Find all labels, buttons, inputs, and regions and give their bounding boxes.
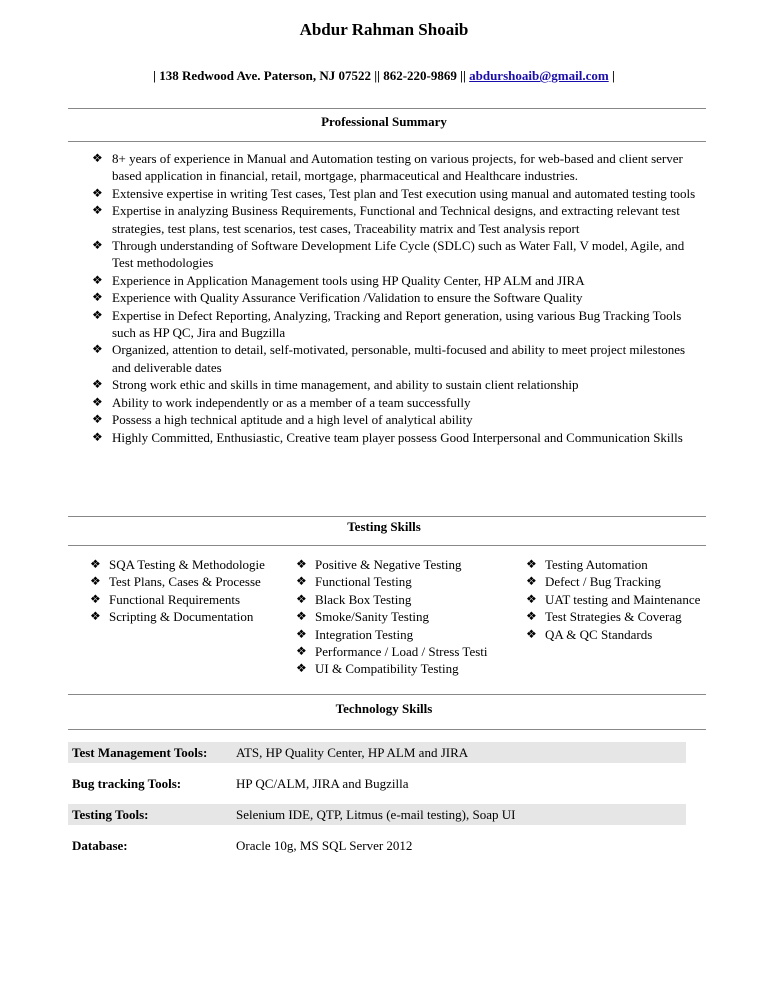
list-item-text: Smoke/Sanity Testing <box>315 609 430 625</box>
list-item-text: Strong work ethic and skills in time management, and ability to sustain client relationship <box>112 377 579 393</box>
list-item <box>82 150 702 185</box>
skills-column-1 <box>82 556 292 626</box>
divider <box>68 545 706 546</box>
diamond-bullet-icon: ❖ <box>296 574 307 589</box>
list-item-text: QA & QC Standards <box>545 626 653 642</box>
list-item-text: Positive & Negative Testing <box>315 557 462 572</box>
list-item-text: Defect / Bug Tracking <box>545 574 661 590</box>
list-item <box>82 307 702 342</box>
row-spacer-cell <box>68 794 686 804</box>
divider <box>68 141 706 142</box>
tech-label: Test Management Tools: <box>68 742 232 763</box>
list-item-text: Possess a high technical aptitude and a high level of analytical ability <box>112 412 473 428</box>
list-item <box>82 289 702 306</box>
diamond-bullet-icon: ❖ <box>92 429 103 444</box>
diamond-bullet-icon: ❖ <box>526 557 537 571</box>
table-row <box>68 804 686 825</box>
skills-column-3 <box>518 556 704 643</box>
list-item-text: Scripting & Documentation <box>109 609 254 625</box>
diamond-bullet-icon: ❖ <box>296 644 307 659</box>
section-title-testing-skills: Testing Skills <box>347 519 421 534</box>
list-item <box>82 376 702 393</box>
list-item <box>82 556 292 573</box>
tech-label: Testing Tools: <box>68 804 232 825</box>
list-item <box>518 556 704 573</box>
tech-value: HP QC/ALM, JIRA and Bugzilla <box>236 776 409 791</box>
list-item-text: Experience with Quality Assurance Verification /Validation to ensure the Software Quality <box>112 290 583 306</box>
diamond-bullet-icon: ❖ <box>92 377 103 392</box>
diamond-bullet-icon: ❖ <box>526 626 537 641</box>
list-item-text: Expertise in analyzing Business Requirements, Functional and Technical designs, and extracting relevant test strategies, test plans, test scenarios, test cases, Traceability matrix and Test analysis report <box>112 203 680 236</box>
list-item-text: Ability to work independently or as a member of a team successfully <box>112 394 471 410</box>
list-item-text: Testing Automation <box>545 557 648 572</box>
summary-list-container <box>82 150 702 446</box>
diamond-bullet-icon: ❖ <box>92 307 103 322</box>
list-item-text: Test Strategies & Coverag <box>545 609 682 625</box>
diamond-bullet-icon: ❖ <box>526 591 537 606</box>
diamond-bullet-icon: ❖ <box>296 591 307 606</box>
list-item <box>518 608 704 625</box>
row-spacer <box>68 763 686 773</box>
list-item-text: Test Plans, Cases & Processe <box>109 574 261 590</box>
divider <box>68 729 706 730</box>
diamond-bullet-icon: ❖ <box>92 238 103 253</box>
list-item <box>288 556 518 573</box>
list-item-text: Extensive expertise in writing Test cases, Test plan and Test execution using manual and automated testing tools <box>112 185 696 201</box>
list-item <box>82 237 702 272</box>
list-item <box>518 591 704 608</box>
list-item-text: Integration Testing <box>315 626 414 642</box>
list-item <box>82 591 292 608</box>
list-item-text: UI & Compatibility Testing <box>315 661 459 677</box>
diamond-bullet-icon: ❖ <box>526 574 537 589</box>
row-spacer <box>68 794 686 804</box>
tech-label: Database: <box>72 838 128 853</box>
list-item-text: Functional Requirements <box>109 591 241 607</box>
list-item-text: 8+ years of experience in Manual and Automation testing on various projects, for web-based and client server based application in financial, retail, mortgage, pharmaceutical and Healthcare industries. <box>112 151 683 184</box>
list-item-text: UAT testing and Maintenance <box>545 591 701 607</box>
list-item <box>288 626 518 643</box>
tech-value: Oracle 10g, MS SQL Server 2012 <box>236 838 413 853</box>
list-item <box>82 341 702 376</box>
diamond-bullet-icon: ❖ <box>296 609 307 624</box>
diamond-bullet-icon: ❖ <box>92 342 103 357</box>
list-item-text: Expertise in Defect Reporting, Analyzing, Tracking and Report generation, using various Bug Tracking Tools such as HP QC, Jira and Bugzilla <box>112 307 682 341</box>
diamond-bullet-icon: ❖ <box>92 185 103 200</box>
candidate-name: Abdur Rahman Shoaib <box>299 20 469 39</box>
list-item <box>82 429 702 446</box>
email-link[interactable]: abdurshoaib@gmail.com <box>469 68 609 83</box>
table-row <box>68 773 686 794</box>
list-item <box>288 608 518 625</box>
section-title-technology-skills: Technology Skills <box>335 701 433 716</box>
diamond-bullet-icon: ❖ <box>92 272 103 287</box>
list-item-text: Black Box Testing <box>315 591 412 607</box>
list-item <box>288 660 518 677</box>
diamond-bullet-icon: ❖ <box>296 626 307 641</box>
list-item-text: Experience in Application Management tools using HP Quality Center, HP ALM and JIRA <box>112 272 585 288</box>
list-item-text: Highly Committed, Enthusiastic, Creative team player possess Good Interpersonal and Communication Skills <box>112 429 683 445</box>
list-item-text: SQA Testing & Methodologie <box>109 557 265 572</box>
row-spacer <box>68 825 686 835</box>
skills-column-2 <box>288 556 518 678</box>
diamond-bullet-icon: ❖ <box>92 151 103 165</box>
list-item <box>82 573 292 590</box>
row-spacer-cell <box>68 763 686 773</box>
diamond-bullet-icon: ❖ <box>92 394 103 409</box>
list-item <box>288 643 518 660</box>
diamond-bullet-icon: ❖ <box>296 661 307 676</box>
technology-table <box>68 742 686 856</box>
section-title-summary: Professional Summary <box>321 114 447 129</box>
diamond-bullet-icon: ❖ <box>92 412 103 427</box>
list-item-text: Through understanding of Software Development Life Cycle (SDLC) such as Water Fall, V model, Agile, and Test methodologies <box>112 238 685 271</box>
diamond-bullet-icon: ❖ <box>90 609 101 624</box>
list-item-text: Performance / Load / Stress Testi <box>315 644 488 660</box>
diamond-bullet-icon: ❖ <box>90 591 101 606</box>
list-item <box>82 394 702 411</box>
table-row <box>68 835 686 856</box>
list-item <box>82 272 702 289</box>
tech-label: Bug tracking Tools: <box>72 776 182 791</box>
list-item <box>82 185 702 202</box>
list-item-text: Organized, attention to detail, self-motivated, personable, multi-focused and ability to meet project milestones and deliverable dates <box>112 342 686 375</box>
diamond-bullet-icon: ❖ <box>92 290 103 305</box>
tech-value: ATS, HP Quality Center, HP ALM and JIRA <box>232 742 686 763</box>
diamond-bullet-icon: ❖ <box>92 203 103 218</box>
list-item <box>82 202 702 237</box>
contact-details: | 138 Redwood Ave. Paterson, NJ 07522 || 862-220-9869 || <box>153 68 470 83</box>
diamond-bullet-icon: ❖ <box>90 574 101 589</box>
list-item <box>288 591 518 608</box>
list-item <box>518 626 704 643</box>
diamond-bullet-icon: ❖ <box>296 557 307 571</box>
summary-list <box>82 150 702 446</box>
table-row <box>68 742 686 763</box>
list-item-text: Functional Testing <box>315 574 412 590</box>
list-item <box>82 411 702 428</box>
tech-value: Selenium IDE, QTP, Litmus (e-mail testing), Soap UI <box>232 804 686 825</box>
divider <box>68 516 706 517</box>
diamond-bullet-icon: ❖ <box>526 609 537 624</box>
contact-line <box>0 68 768 84</box>
contact-end: | <box>608 68 615 83</box>
divider <box>68 108 706 109</box>
diamond-bullet-icon: ❖ <box>90 557 101 571</box>
list-item <box>288 573 518 590</box>
row-spacer-cell <box>68 825 686 835</box>
list-item <box>82 608 292 625</box>
list-item <box>518 573 704 590</box>
divider <box>68 694 706 695</box>
